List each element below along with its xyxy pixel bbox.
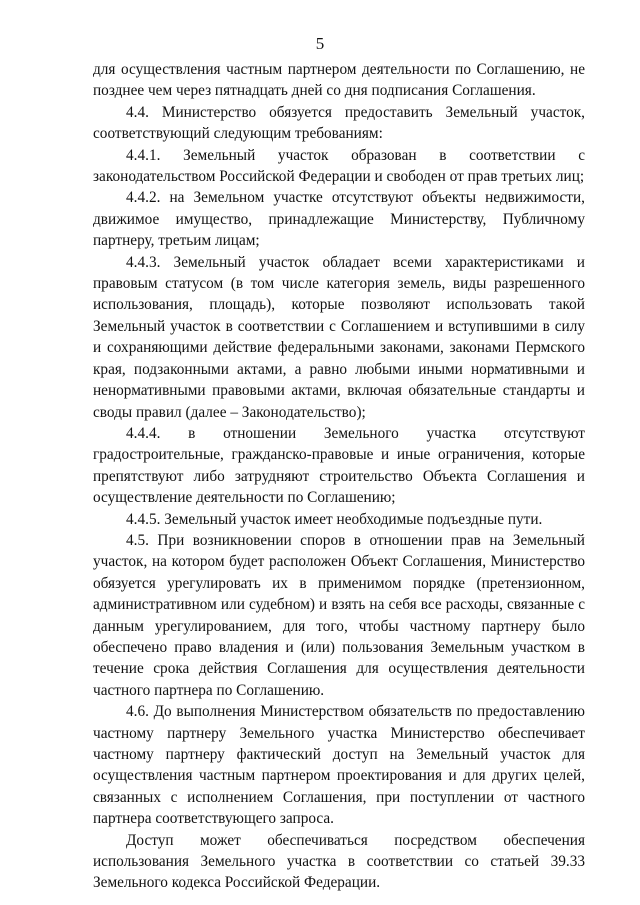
paragraph-continuation: для осуществления частным партнером деятельности по Соглашению, не позднее чем через пятнадцать дней со дня подписания Соглашения. [93, 61, 585, 100]
paragraph-4-4-2: 4.4.2. на Земельном участке отсутствуют объекты недвижимости, движимое имущество, принадлежащие Министерству, Публичному партнеру, третьим лицам; [93, 189, 585, 250]
document-body [93, 59, 585, 894]
page-number: 5 [315, 34, 325, 53]
paragraph-4-4-4: 4.4.4. в отношении Земельного участка отсутствуют градостроительные, гражданско-правовые и иные ограничения, которые препятствуют либо затрудняют строительство Объекта Соглашения и осуществление деятельности по Соглашению; [93, 424, 585, 507]
paragraph-access: Доступ может обеспечиваться посредством обеспечения использования Земельного участка в соответствии со статьей 39.33 Земельного кодекса Российской Федерации. [93, 831, 585, 892]
paragraph-4-4-5: 4.4.5. Земельный участок имеет необходимые подъездные пути. [126, 510, 543, 528]
paragraph-4-4: 4.4. Министерство обязуется предоставить Земельный участок, соответствующий следующим требованиям: [93, 103, 585, 143]
paragraph-4-4-3: 4.4.3. Земельный участок обладает всеми характеристиками и правовым статусом (в том числе категория земель, виды разрешенного использования, площадь), которые позволяют использовать такой Земельный участок в соответствии с Соглашением и вступившими в силу и сохраняющими действие федеральными законами, законами Пермского края, подзаконными актами, а равно любыми иными нормативными и ненормативными правовыми актами, включая обязательные стандарты и своды правил (далее – Законодательство); [93, 253, 585, 421]
paragraph-4-5: 4.5. При возникновении споров в отношении прав на Земельный участок, на котором будет расположен Объект Соглашения, Министерство обязуется урегулировать их в применимом порядке (претензионном, административном или судебном) и взять на себя все расходы, связанные с данным урегулированием, для того, чтобы частному партнеру было обеспечено право владения и (или) пользования Земельным участком в течение срока действия Соглашения для осуществления деятельности частного партнера по Соглашению. [93, 531, 585, 699]
paragraph-4-4-1: 4.4.1. Земельный участок образован в соответствии с законодательством Российской Федерации и свободен от прав третьих лиц; [93, 146, 585, 186]
paragraph-4-6: 4.6. До выполнения Министерством обязательств по предоставлению частному партнеру Земельного участка Министерство обеспечивает частному партнеру фактический доступ на Земельный участок для осуществления частным партнером проектирования и для других целей, связанных с исполнением Соглашения, при поступлении от частного партнера соответствующего запроса. [93, 703, 585, 828]
